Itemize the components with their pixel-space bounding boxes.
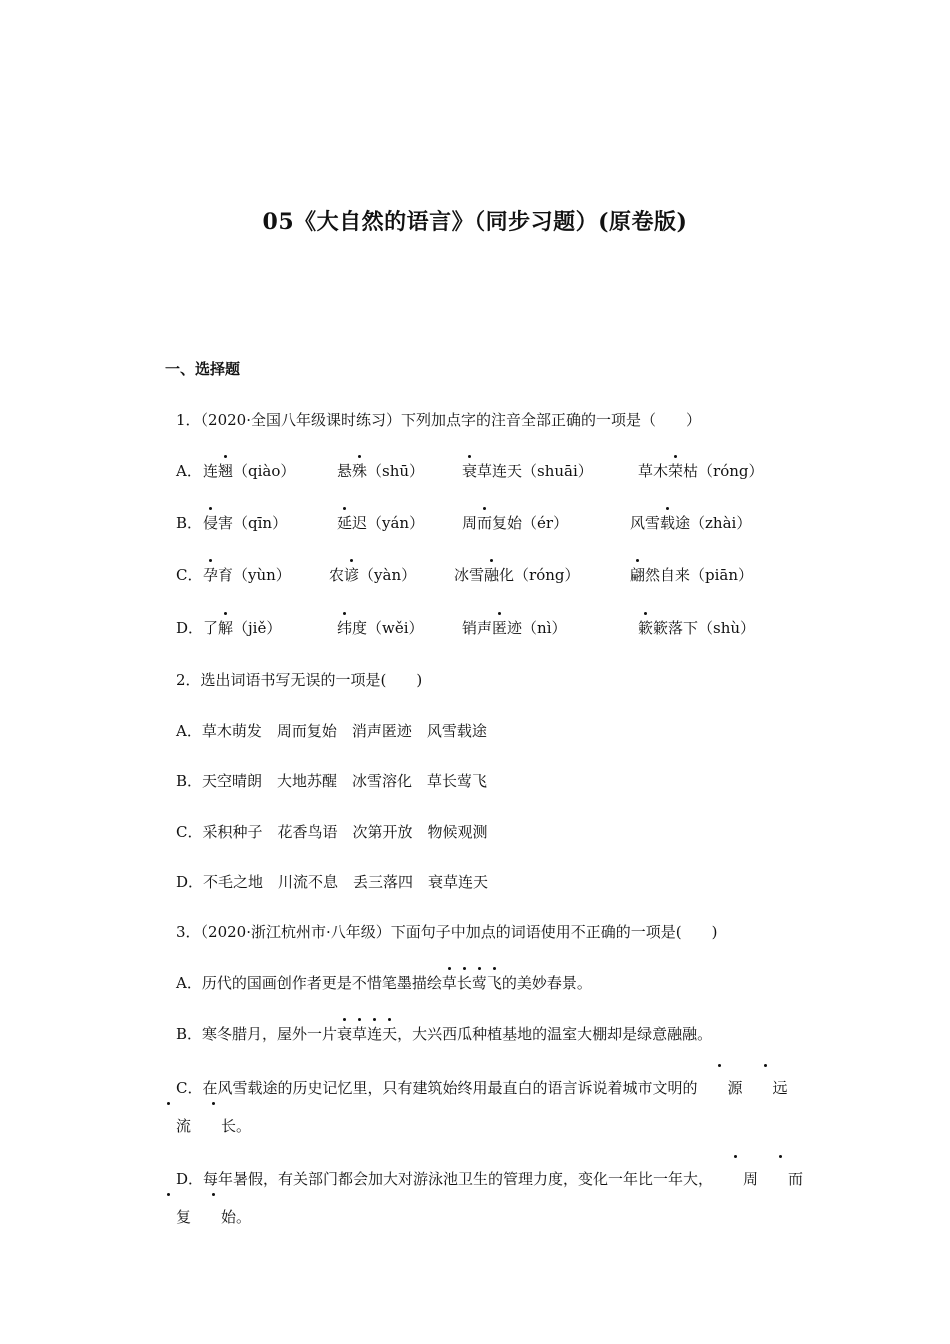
question-2-option-c: C．采积种子 花香鸟语 次第开放 物候观测 — [176, 823, 488, 841]
option-item: 纬度（wěi） — [337, 619, 424, 637]
option-prefix: B． — [176, 514, 203, 532]
option-item: 孕育（yùn） — [203, 566, 291, 584]
question-3-option-b: B．寒冬腊月，屋外一片衰草连天，大兴西瓜种植基地的温室大棚却是绿意融融。 — [176, 1025, 713, 1043]
question-3-stem: 3．（2020·浙江杭州市·八年级）下面句子中加点的词语使用不正确的一项是( ) — [176, 923, 718, 941]
option-item: 草木荣枯（róng） — [638, 462, 764, 480]
option-item: 周而复始（ér） — [462, 514, 569, 532]
option-item: 延迟（yán） — [337, 514, 425, 532]
question-2-option-b: B．天空晴朗 大地苏醒 冰雪溶化 草长莺飞 — [176, 772, 488, 790]
section-heading: 一、选择题 — [165, 360, 241, 378]
option-prefix: C． — [176, 566, 203, 584]
option-prefix: D． — [176, 619, 204, 637]
option-item: 了解（jiě） — [203, 619, 282, 637]
option-item: 簌簌落下（shù） — [638, 619, 756, 637]
option-item: 翩然自来（piān） — [630, 566, 754, 584]
question-2-stem: 2．选出词语书写无误的一项是( ) — [176, 671, 423, 689]
question-3-option-c: C．在风雪载途的历史记忆里，只有建筑始终用最直白的语言诉说着城市文明的 源 远流 长。 — [146, 1069, 808, 1145]
option-item: 销声匿迹（nì） — [462, 619, 567, 637]
option-prefix: A． — [176, 462, 202, 480]
option-item: 冰雪融化（róng） — [454, 566, 580, 584]
option-item: 悬殊（shū） — [337, 462, 425, 480]
question-3-option-d: D．每年暑假，有关部门都会加大对游泳池卫生的管理力度，变化一年比一年大， 周 而复 始。 — [146, 1160, 808, 1236]
question-2-option-d: D．不毛之地 川流不息 丢三落四 衰草连天 — [176, 873, 489, 891]
option-item: 侵害（qīn） — [203, 514, 288, 532]
option-item: 农谚（yàn） — [329, 566, 417, 584]
question-2-option-a: A．草木萌发 周而复始 消声匿迹 风雪载途 — [176, 722, 487, 740]
option-item: 连翘（qiào） — [203, 462, 296, 480]
question-3-option-a: A．历代的国画创作者更是不惜笔墨描绘草长莺飞的美妙春景。 — [176, 974, 592, 992]
question-1-stem: 1．（2020·全国八年级课时练习）下列加点字的注音全部正确的一项是（ ） — [176, 411, 701, 429]
option-item: 风雪载途（zhài） — [630, 514, 752, 532]
page-title: 05《大自然的语言》（同步习题）(原卷版) — [262, 209, 688, 235]
option-item: 衰草连天（shuāi） — [462, 462, 593, 480]
